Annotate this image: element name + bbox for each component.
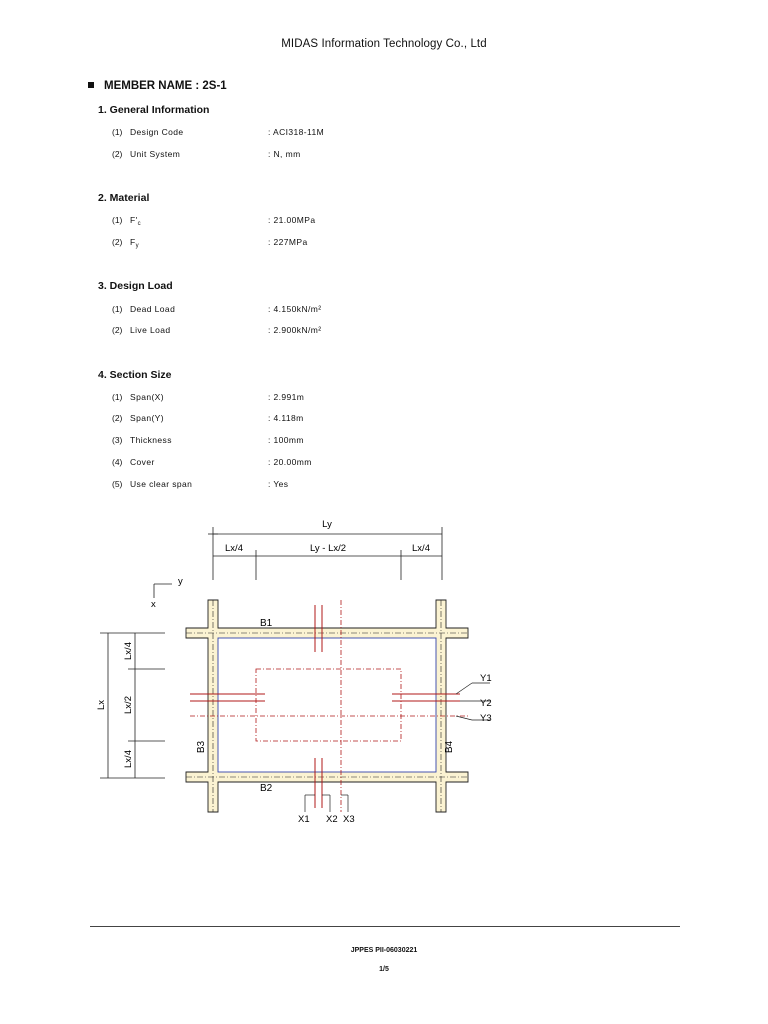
- row-label: Use clear span: [130, 479, 193, 489]
- row-value: : 21.00MPa: [268, 215, 316, 225]
- dim-lx-label: Lx: [96, 699, 107, 711]
- row-value: : ACI318-11M: [268, 127, 325, 137]
- row-label: Thickness: [130, 435, 172, 445]
- strip-y1-label: Y1: [480, 673, 492, 684]
- dim-lx4-top-label: Lx/4: [123, 642, 134, 660]
- section-title-section-size: 4. Section Size: [98, 369, 172, 381]
- section-title-design-load: 3. Design Load: [98, 280, 173, 292]
- section-title-general: 1. General Information: [98, 104, 210, 116]
- row-value: : 4.118m: [268, 413, 304, 423]
- label-main: F: [130, 237, 136, 247]
- row-value: : 20.00mm: [268, 457, 312, 467]
- row-label: Span(X): [130, 392, 164, 402]
- strip-y3-label: Y3: [480, 713, 492, 724]
- axis-x-label: x: [151, 599, 156, 610]
- beam-b4-label: B4: [444, 740, 455, 754]
- footer-page-number: 1/5: [379, 966, 389, 973]
- row-index: (2): [112, 237, 123, 247]
- row-value: : N, mm: [268, 149, 301, 159]
- beam-b3-label: B3: [196, 740, 207, 754]
- strip-y2-label: Y2: [480, 698, 492, 709]
- footer-document-code: JPPES PII-06030221: [350, 947, 418, 954]
- row-index: (1): [112, 215, 123, 225]
- row-label: Dead Load: [130, 304, 176, 314]
- dim-lx4-left-label: Lx/4: [225, 543, 243, 554]
- row-index: (3): [112, 435, 123, 445]
- company-name: MIDAS Information Technology Co., Ltd: [281, 38, 487, 50]
- strip-x1-label: X1: [298, 814, 310, 825]
- axis-indicator: [154, 584, 172, 598]
- beam-b1-label: B1: [260, 618, 273, 629]
- row-label: Cover: [130, 457, 155, 467]
- row-index: (5): [112, 479, 123, 489]
- row-index: (1): [112, 304, 123, 314]
- row-value: : 2.991m: [268, 392, 305, 402]
- strip-x2-label: X2: [326, 814, 338, 825]
- member-name: MEMBER NAME : 2S-1: [104, 80, 227, 92]
- row-index: (1): [112, 127, 123, 137]
- axis-y-label: y: [178, 576, 183, 587]
- label-subscript: y: [135, 243, 139, 249]
- row-index: (2): [112, 413, 123, 423]
- row-index: (1): [112, 392, 123, 402]
- row-value: : 4.150kN/m²: [268, 304, 322, 314]
- strip-x3-label: X3: [343, 814, 355, 825]
- label-main: F': [130, 215, 138, 225]
- section-title-material: 2. Material: [98, 192, 150, 204]
- row-value: : 2.900kN/m²: [268, 325, 322, 335]
- beams: [186, 600, 468, 812]
- row-index: (2): [112, 149, 123, 159]
- row-index: (2): [112, 325, 123, 335]
- row-label: Live Load: [130, 325, 171, 335]
- footer-divider: [90, 926, 680, 927]
- dim-lx4-bottom-label: Lx/4: [123, 750, 134, 768]
- label-subscript: c: [137, 221, 142, 227]
- row-value: : 100mm: [268, 435, 304, 445]
- row-label: Span(Y): [130, 413, 164, 423]
- row-label: Design Code: [130, 127, 184, 137]
- dim-lx2-label: Lx/2: [123, 696, 134, 714]
- row-value: : 227MPa: [268, 237, 308, 247]
- dim-ly-label: Ly: [322, 519, 332, 530]
- row-value: : Yes: [268, 479, 289, 489]
- dim-ly-minus-label: Ly - Lx/2: [309, 543, 347, 554]
- row-index: (4): [112, 457, 123, 467]
- x-strip-leaders: [305, 795, 348, 812]
- dim-lx4-right-label: Lx/4: [412, 543, 430, 554]
- beam-b2-label: B2: [260, 783, 273, 794]
- row-label: Unit System: [130, 149, 181, 159]
